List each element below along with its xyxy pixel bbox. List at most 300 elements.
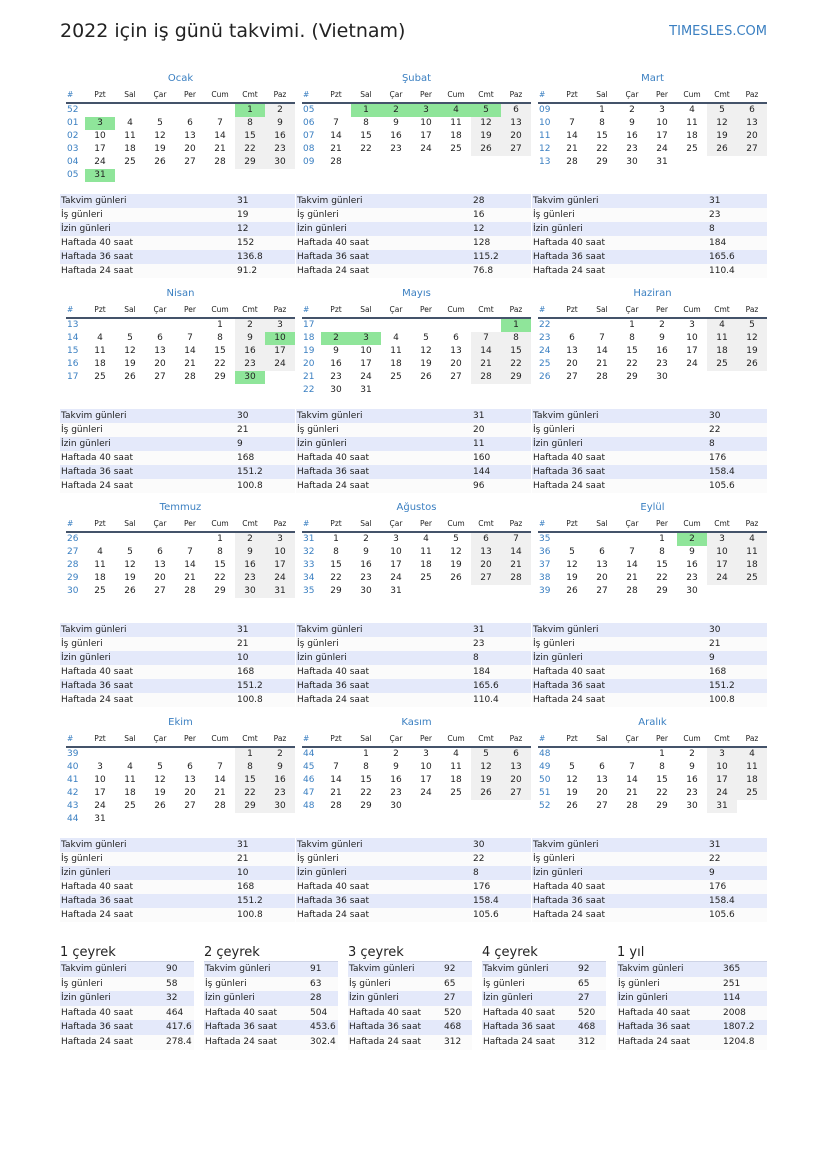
day-cell: 25 (94, 586, 106, 596)
day-cell: 6 (157, 547, 163, 557)
day-cell: 19 (154, 144, 166, 154)
day-cell: 18 (94, 359, 106, 369)
stat-value: 168 (237, 453, 255, 463)
day-cell: 26 (154, 801, 166, 811)
day-cell (557, 748, 587, 761)
day-cell: 12 (154, 775, 166, 785)
week-row (538, 332, 767, 345)
day-cell: 15 (214, 560, 226, 570)
stat-value: 312 (444, 1036, 462, 1047)
stat-value: 28 (310, 993, 322, 1004)
day-cell: 18 (450, 775, 462, 785)
day-cell: 17 (420, 131, 432, 141)
day-cell: 24 (686, 359, 698, 369)
stat-row (204, 1006, 338, 1021)
day-cell: 30 (390, 801, 402, 811)
day-cell: 13 (501, 761, 531, 774)
day-cell (235, 813, 265, 826)
day-cell: 14 (501, 546, 531, 559)
stat-label: Haftada 24 saat (205, 1036, 277, 1047)
day-cell: 2 (629, 105, 635, 115)
week-number: 20 (303, 359, 315, 369)
stat-row (60, 236, 295, 250)
stat-value: 9 (709, 653, 715, 663)
stat-row (60, 194, 295, 208)
day-cell: 9 (265, 117, 295, 130)
day-cell (145, 104, 175, 117)
stat-label: Haftada 24 saat (533, 910, 605, 920)
stat-value: 160 (473, 453, 491, 463)
day-cell: 21 (214, 144, 226, 154)
stat-label: Takvim günleri (205, 964, 271, 974)
day-cell: 22 (235, 143, 265, 156)
week-number: 09 (303, 157, 315, 167)
day-cell: 11 (124, 131, 136, 141)
week-number: 39 (67, 749, 79, 759)
day-cell: 14 (626, 560, 638, 570)
month-name: Aralık (638, 717, 667, 728)
stat-label: Takvim günleri (61, 840, 127, 850)
day-cell: 4 (127, 762, 133, 772)
stat-row (60, 977, 194, 992)
day-cell: 20 (737, 130, 767, 143)
day-cell: 5 (127, 547, 133, 557)
week-number: 14 (67, 333, 79, 343)
stat-row (60, 409, 295, 423)
week-number: 08 (303, 144, 315, 154)
day-cell: 4 (453, 749, 459, 759)
weekday-header-cell: Pzt (94, 90, 106, 99)
weekday-header-cell: Per (184, 519, 196, 528)
day-cell: 7 (471, 332, 501, 345)
day-cell: 11 (94, 560, 106, 570)
week-number: 43 (67, 801, 79, 811)
month-name: Mayıs (402, 288, 431, 299)
day-cell: 23 (265, 787, 295, 800)
day-cell: 3 (659, 105, 665, 115)
stat-row (532, 208, 767, 222)
stat-value: 251 (723, 978, 741, 989)
weekday-header-cell: Pzt (566, 734, 578, 743)
day-cell: 10 (360, 346, 372, 356)
stat-label: Takvim günleri (349, 964, 415, 974)
day-cell: 24 (265, 572, 295, 585)
day-cell: 14 (214, 775, 226, 785)
day-cell: 14 (214, 131, 226, 141)
stat-value: 21 (237, 854, 249, 864)
day-cell (471, 384, 501, 397)
day-cell: 10 (420, 118, 432, 128)
day-cell (411, 585, 441, 598)
day-cell: 14 (184, 346, 196, 356)
day-cell: 8 (217, 333, 223, 343)
stat-value: 8 (709, 224, 715, 234)
day-cell: 22 (214, 573, 226, 583)
stat-value: 504 (310, 1007, 328, 1018)
day-cell: 12 (124, 560, 136, 570)
stat-value: 100.8 (237, 695, 263, 705)
day-cell (501, 585, 531, 598)
month-stats (532, 838, 767, 922)
day-cell (737, 585, 767, 598)
day-cell: 17 (360, 359, 372, 369)
stat-label: İş günleri (483, 978, 525, 989)
weekday-header-cell: Cmt (242, 305, 258, 314)
day-cell: 6 (157, 333, 163, 343)
stat-row (532, 838, 767, 852)
stat-label: Haftada 40 saat (297, 667, 369, 677)
stat-label: Haftada 36 saat (61, 467, 133, 477)
day-cell: 21 (501, 559, 531, 572)
stat-label: Haftada 40 saat (297, 238, 369, 248)
stat-label: İş günleri (205, 978, 247, 989)
month-calendar (66, 501, 295, 598)
stat-row (296, 894, 531, 908)
stat-row (60, 623, 295, 637)
stat-label: İş günleri (533, 639, 575, 649)
stat-row (532, 479, 767, 493)
week-row (66, 169, 295, 182)
day-cell: 28 (501, 572, 531, 585)
day-cell: 18 (124, 788, 136, 798)
week-row (66, 748, 295, 761)
day-cell: 20 (596, 788, 608, 798)
day-cell (617, 748, 647, 761)
week-number: 52 (539, 801, 551, 811)
week-row (66, 319, 295, 332)
day-cell: 8 (217, 547, 223, 557)
stat-value: 110.4 (709, 266, 735, 276)
stat-label: Haftada 40 saat (61, 1007, 133, 1018)
week-row (302, 130, 531, 143)
day-cell: 28 (184, 372, 196, 382)
day-cell: 21 (330, 144, 342, 154)
stat-label: İş günleri (297, 425, 339, 435)
day-cell: 27 (471, 572, 501, 585)
day-cell: 12 (737, 332, 767, 345)
stat-value: 151.2 (237, 467, 263, 477)
stat-row (60, 838, 295, 852)
stat-label: Haftada 24 saat (297, 695, 369, 705)
day-cell: 9 (689, 762, 695, 772)
day-cell (441, 156, 471, 169)
weekday-header-cell: Paz (745, 90, 759, 99)
stat-value: 92 (578, 964, 590, 974)
stat-label: İş günleri (61, 425, 103, 435)
day-cell: 17 (94, 144, 106, 154)
stat-row (532, 852, 767, 866)
day-cell: 29 (235, 800, 265, 813)
week-row (66, 559, 295, 572)
day-cell: 4 (707, 319, 737, 332)
day-cell: 25 (420, 573, 432, 583)
week-row (538, 774, 767, 787)
day-cell: 30 (686, 801, 698, 811)
weekday-header-cell: Pzt (330, 519, 342, 528)
stat-label: Haftada 36 saat (533, 467, 605, 477)
weekday-header (538, 88, 767, 104)
day-cell: 30 (626, 157, 638, 167)
stat-row (60, 250, 295, 264)
day-cell (707, 371, 737, 384)
stat-row (482, 962, 606, 977)
weekday-header-cell: # (303, 734, 310, 743)
weekday-header-cell: Cmt (478, 734, 494, 743)
weekday-header-cell: Cum (211, 734, 229, 743)
day-cell (145, 813, 175, 826)
stat-label: Haftada 36 saat (533, 681, 605, 691)
day-cell: 24 (707, 787, 737, 800)
quarter-title: 3 çeyrek (348, 945, 404, 960)
day-cell: 17 (656, 131, 668, 141)
stat-value: 65 (578, 978, 590, 989)
week-number: 38 (539, 573, 551, 583)
weekday-header-cell: Cum (683, 734, 701, 743)
day-cell: 15 (656, 775, 668, 785)
day-cell: 19 (420, 359, 432, 369)
weekday-header-cell: Cmt (478, 519, 494, 528)
stat-value: 31 (237, 840, 249, 850)
weekday-header-cell: Cmt (242, 734, 258, 743)
week-row (302, 559, 531, 572)
day-cell: 25 (94, 372, 106, 382)
week-number: 26 (67, 534, 79, 544)
stat-row (348, 1035, 472, 1050)
weekday-header-cell: Pzt (330, 734, 342, 743)
week-row (538, 585, 767, 598)
stat-value: 63 (310, 978, 322, 989)
day-cell: 31 (85, 169, 115, 182)
week-number: 27 (67, 547, 79, 557)
week-number: 41 (67, 775, 79, 785)
weekday-header-cell: Paz (745, 305, 759, 314)
weekday-header-cell: Pzt (566, 519, 578, 528)
day-cell: 7 (629, 762, 635, 772)
day-cell: 22 (235, 787, 265, 800)
stat-value: 520 (578, 1007, 596, 1018)
week-row (302, 104, 531, 117)
day-cell: 15 (596, 131, 608, 141)
week-number: 44 (67, 814, 79, 824)
weekday-header-cell: Sal (360, 734, 372, 743)
month-calendar (66, 287, 295, 384)
day-cell: 22 (596, 144, 608, 154)
stat-value: 100.8 (709, 695, 735, 705)
day-cell: 7 (217, 762, 223, 772)
day-cell: 18 (94, 573, 106, 583)
week-row (66, 585, 295, 598)
stat-value: 100.8 (237, 910, 263, 920)
day-cell: 13 (154, 346, 166, 356)
stat-row (60, 465, 295, 479)
day-cell: 5 (157, 762, 163, 772)
day-cell: 11 (686, 118, 698, 128)
stat-label: İş günleri (297, 854, 339, 864)
weekday-header-cell: # (539, 734, 546, 743)
week-row (538, 559, 767, 572)
day-cell: 6 (599, 762, 605, 772)
day-cell: 26 (471, 143, 501, 156)
stat-row (296, 222, 531, 236)
weekday-header-cell: # (303, 519, 310, 528)
month-name: Ocak (167, 73, 194, 84)
weekday-header-cell: Paz (273, 519, 287, 528)
stat-row (296, 637, 531, 651)
week-number: 46 (303, 775, 315, 785)
weekday-header-cell: Cum (683, 90, 701, 99)
stat-row (296, 250, 531, 264)
stat-value: 151.2 (709, 681, 735, 691)
month-stats (60, 838, 295, 922)
day-cell: 5 (471, 104, 501, 117)
month-calendar (538, 72, 767, 169)
week-row (538, 371, 767, 384)
stat-label: Haftada 36 saat (61, 252, 133, 262)
stat-value: 1204.8 (723, 1036, 755, 1047)
day-cell: 23 (265, 143, 295, 156)
day-cell: 24 (420, 144, 432, 154)
day-cell (737, 156, 767, 169)
day-cell: 25 (737, 787, 767, 800)
week-number: 35 (539, 534, 551, 544)
stat-row (482, 977, 606, 992)
week-row (66, 813, 295, 826)
stat-row (296, 236, 531, 250)
stat-row (60, 665, 295, 679)
day-cell: 16 (686, 775, 698, 785)
day-cell: 2 (265, 104, 295, 117)
stat-row (348, 1020, 472, 1035)
month-stats (296, 409, 531, 493)
stat-row (204, 1020, 338, 1035)
day-cell: 28 (596, 372, 608, 382)
weekday-header-cell: Cmt (714, 90, 730, 99)
stat-value: 23 (709, 210, 721, 220)
stat-row (60, 866, 295, 880)
day-cell (381, 319, 411, 332)
day-cell: 31 (656, 157, 668, 167)
day-cell: 1 (363, 749, 369, 759)
month-name: Eylül (640, 502, 665, 513)
stat-row (296, 665, 531, 679)
stat-value: 417.6 (166, 1022, 192, 1033)
weekday-header-cell: Cum (447, 734, 465, 743)
month-stats (60, 409, 295, 493)
stat-label: İzin günleri (297, 224, 347, 234)
day-cell: 19 (124, 573, 136, 583)
day-cell: 8 (235, 761, 265, 774)
day-cell: 5 (737, 319, 767, 332)
day-cell: 23 (656, 359, 668, 369)
stat-value: 468 (578, 1022, 596, 1033)
day-cell: 16 (235, 559, 265, 572)
quarter-block (348, 945, 472, 1050)
day-cell: 23 (360, 573, 372, 583)
stat-value: 90 (166, 964, 178, 974)
day-cell (677, 371, 707, 384)
week-row (538, 104, 767, 117)
day-cell: 1 (235, 748, 265, 761)
day-cell: 11 (737, 546, 767, 559)
stat-value: 136.8 (237, 252, 263, 262)
day-cell: 3 (393, 534, 399, 544)
weekday-header-cell: Per (184, 305, 196, 314)
day-cell: 29 (330, 586, 342, 596)
day-cell (175, 169, 205, 182)
day-cell: 10 (707, 546, 737, 559)
month-name: Şubat (401, 73, 432, 84)
stat-label: Haftada 36 saat (483, 1022, 555, 1033)
week-row (302, 345, 531, 358)
day-cell: 25 (124, 157, 136, 167)
day-cell: 24 (265, 358, 295, 371)
day-cell: 6 (187, 762, 193, 772)
day-cell: 19 (737, 345, 767, 358)
stat-label: Haftada 24 saat (61, 266, 133, 276)
stat-label: Takvim günleri (297, 840, 363, 850)
stat-row (296, 264, 531, 278)
day-cell: 3 (707, 533, 737, 546)
weekday-header-cell: # (539, 519, 546, 528)
day-cell (587, 319, 617, 332)
weekday-header (302, 88, 531, 104)
stat-row (532, 693, 767, 707)
stat-row (617, 991, 767, 1006)
weekday-header-cell: Cmt (242, 519, 258, 528)
stat-row (532, 465, 767, 479)
weekday-header-cell: Çar (389, 734, 403, 743)
weekday-header-cell: Per (420, 305, 432, 314)
day-cell: 13 (596, 560, 608, 570)
stat-label: Haftada 24 saat (61, 481, 133, 491)
weekday-header-cell: Paz (509, 90, 523, 99)
brand-link[interactable]: TIMESLES.COM (669, 24, 767, 39)
stat-label: Haftada 24 saat (483, 1036, 555, 1047)
day-cell: 5 (569, 547, 575, 557)
day-cell: 29 (626, 372, 638, 382)
day-cell: 29 (501, 371, 531, 384)
stat-label: İş günleri (533, 854, 575, 864)
stat-value: 520 (444, 1007, 462, 1018)
stat-row (296, 838, 531, 852)
stat-label: Haftada 36 saat (61, 1022, 133, 1033)
week-number: 15 (67, 346, 79, 356)
stat-label: Takvim günleri (61, 625, 127, 635)
day-cell: 25 (686, 144, 698, 154)
stat-label: Takvim günleri (297, 625, 363, 635)
day-cell (145, 533, 175, 546)
day-cell (145, 319, 175, 332)
day-cell: 8 (235, 117, 265, 130)
weekday-header-cell: Per (656, 734, 668, 743)
day-cell: 30 (656, 372, 668, 382)
day-cell (321, 319, 351, 332)
day-cell: 9 (235, 332, 265, 345)
weekday-header-cell: Çar (625, 734, 639, 743)
stat-row (532, 409, 767, 423)
day-cell: 31 (707, 800, 737, 813)
week-row (66, 104, 295, 117)
stat-value: 1807.2 (723, 1022, 755, 1033)
day-cell: 21 (214, 788, 226, 798)
weekday-header-cell: Sal (360, 305, 372, 314)
stat-value: 158.4 (709, 896, 735, 906)
stat-row (532, 194, 767, 208)
day-cell: 31 (390, 586, 402, 596)
day-cell: 6 (569, 333, 575, 343)
day-cell: 10 (94, 131, 106, 141)
stat-value: 91.2 (237, 266, 258, 276)
